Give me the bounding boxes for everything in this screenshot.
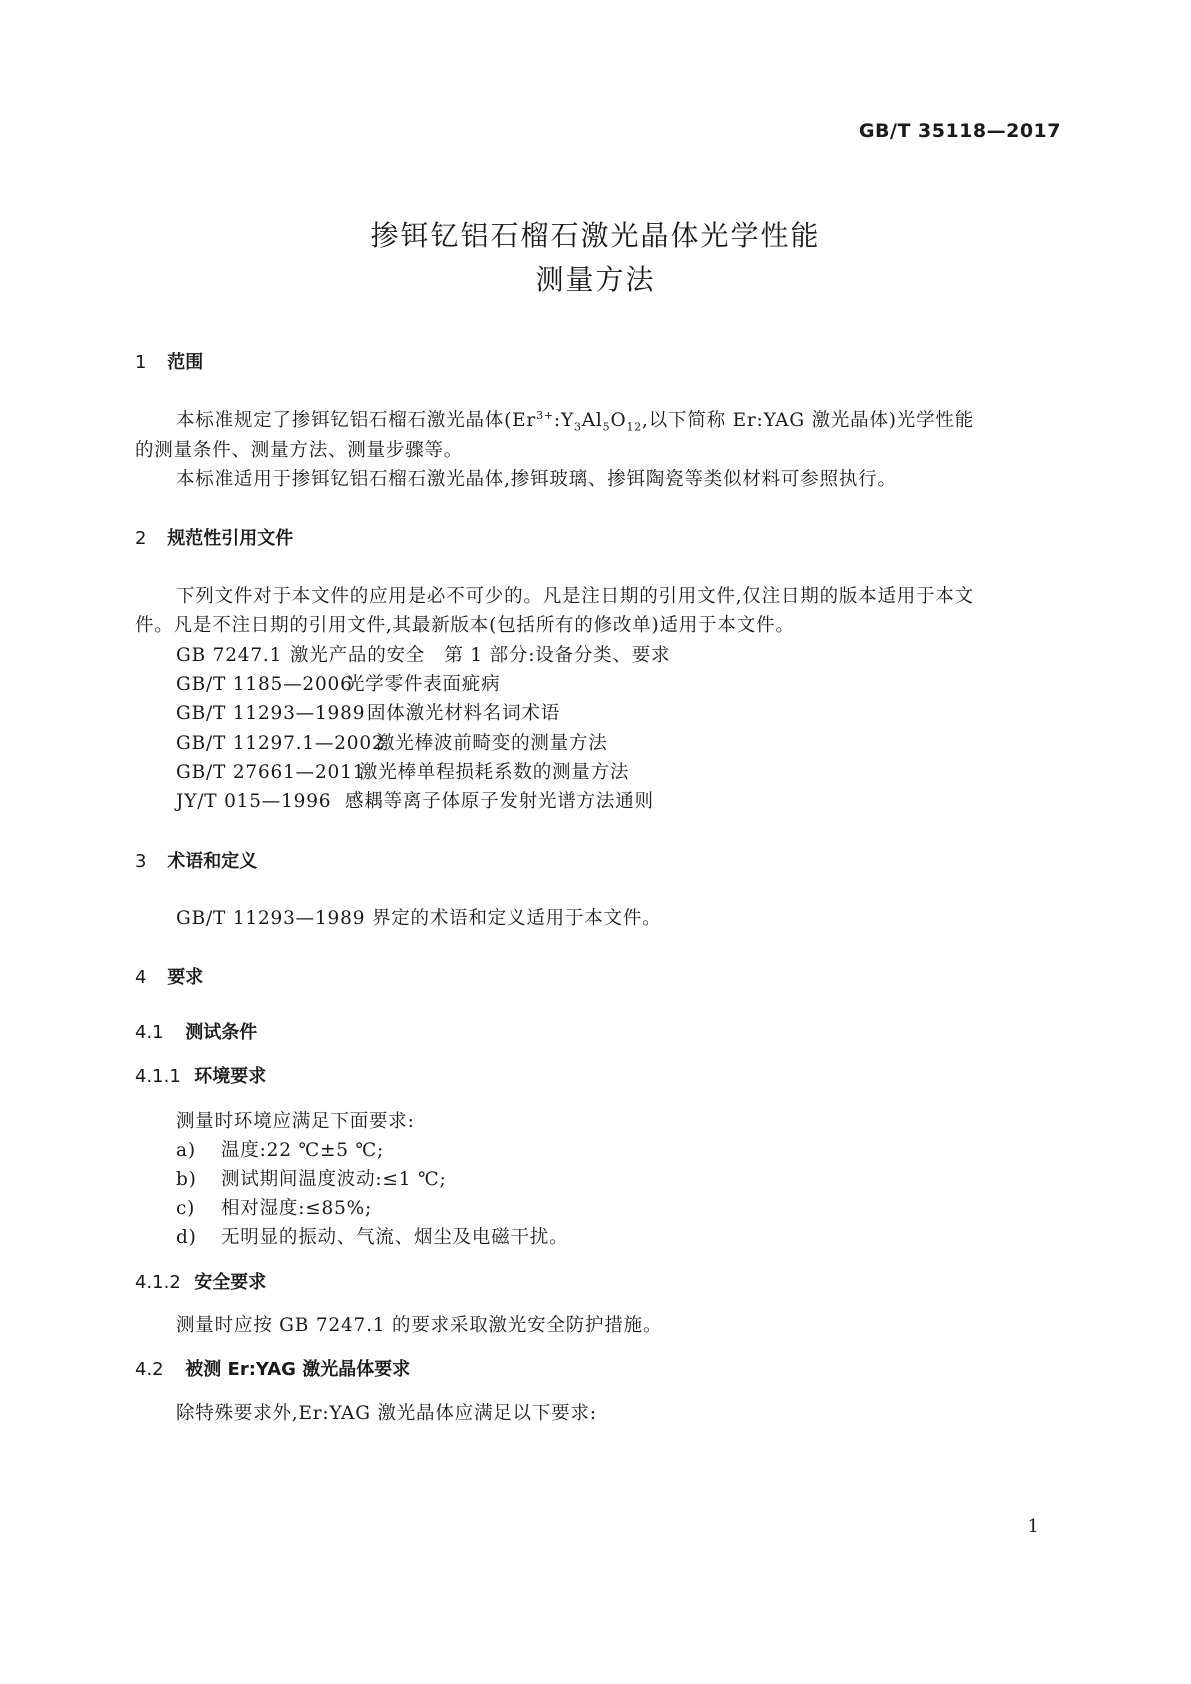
section-number: 2: [135, 528, 147, 549]
scope-paragraph-2: 本标准适用于掺铒钇铝石榴石激光晶体,掺铒玻璃、掺铒陶瓷等类似材料可参照执行。: [176, 469, 897, 490]
section-3-heading: [135, 847, 257, 873]
section-number: 1: [135, 352, 147, 373]
section-title: 术语和定义: [167, 851, 258, 872]
scope-paragraph-1-line1: 本标准规定了掺铒钇铝石榴石激光晶体($Er^{3+}:Y_3Al_5O_{12}$,以下简称 Er:YAG 激光晶体)光学性能: [176, 408, 975, 434]
section-number: 4.1.1: [135, 1066, 181, 1087]
list-item: b) 测试期间温度波动:≤1 ℃;: [176, 1169, 447, 1190]
section-1-heading: [135, 348, 203, 374]
terms-paragraph: GB/T 11293—1989 界定的术语和定义适用于本文件。: [176, 908, 662, 929]
section-title: 规范性引用文件: [167, 528, 294, 549]
section-title: 测试条件: [185, 1022, 258, 1043]
section-number: 4.1: [135, 1022, 164, 1043]
section-number: 4.2: [135, 1359, 164, 1380]
section-4-heading: [135, 963, 203, 989]
list-item: d) 无明显的振动、气流、烟尘及电磁干扰。: [176, 1227, 569, 1248]
section-4-1-heading: [135, 1018, 257, 1044]
section-title: 安全要求: [194, 1272, 267, 1293]
standard-code: GB/T 35118—2017: [858, 120, 1061, 142]
section-4-2-heading: [135, 1355, 410, 1381]
section-4-1-2-heading: [135, 1268, 266, 1294]
scope-paragraph-1-line2: 的测量条件、测量方法、测量步骤等。: [135, 440, 464, 461]
list-item: c) 相对湿度:≤85%;: [176, 1198, 373, 1219]
reference-item: GB/T 1185—2006光学零件表面疵病: [176, 674, 501, 695]
list-item: a) 温度:22 ℃±5 ℃;: [176, 1140, 385, 1161]
reference-item: GB/T 27661—2011激光棒单程损耗系数的测量方法: [176, 762, 630, 783]
section-2-heading: [135, 524, 293, 550]
reference-item: GB 7247.1 激光产品的安全 第 1 部分:设备分类、要求: [176, 645, 671, 666]
reference-item: GB/T 11297.1—2002激光棒波前畸变的测量方法: [176, 733, 608, 754]
environment-intro: 测量时环境应满足下面要求:: [176, 1111, 415, 1132]
section-number: 4.1.2: [135, 1272, 181, 1293]
section-title: 要求: [167, 967, 204, 988]
section-title: 范围: [167, 352, 204, 373]
section-title: 环境要求: [194, 1066, 267, 1087]
section-number: 4: [135, 967, 147, 988]
reference-item: GB/T 11293—1989固体激光材料名词术语: [176, 703, 561, 724]
safety-paragraph: 测量时应按 GB 7247.1 的要求采取激光安全防护措施。: [176, 1315, 663, 1336]
section-4-1-1-heading: [135, 1062, 266, 1088]
crystal-requirement-paragraph: 除特殊要求外,Er:YAG 激光晶体应满足以下要求:: [176, 1403, 597, 1424]
normative-intro-line2: 件。凡是不注日期的引用文件,其最新版本(包括所有的修改单)适用于本文件。: [135, 615, 795, 636]
reference-item: JY/T 015—1996 感耦等离子体原子发射光谱方法通则: [176, 791, 654, 812]
document-title-line1: 掺铒钇铝石榴石激光晶体光学性能: [370, 219, 821, 252]
section-title: 被测 Er:YAG 激光晶体要求: [185, 1359, 411, 1380]
page-number: 1: [1027, 1516, 1039, 1537]
section-number: 3: [135, 851, 147, 872]
document-title-line2: 测量方法: [535, 263, 656, 296]
normative-intro-line1: 下列文件对于本文件的应用是必不可少的。凡是注日期的引用文件,仅注日期的版本适用于本文: [176, 586, 974, 607]
